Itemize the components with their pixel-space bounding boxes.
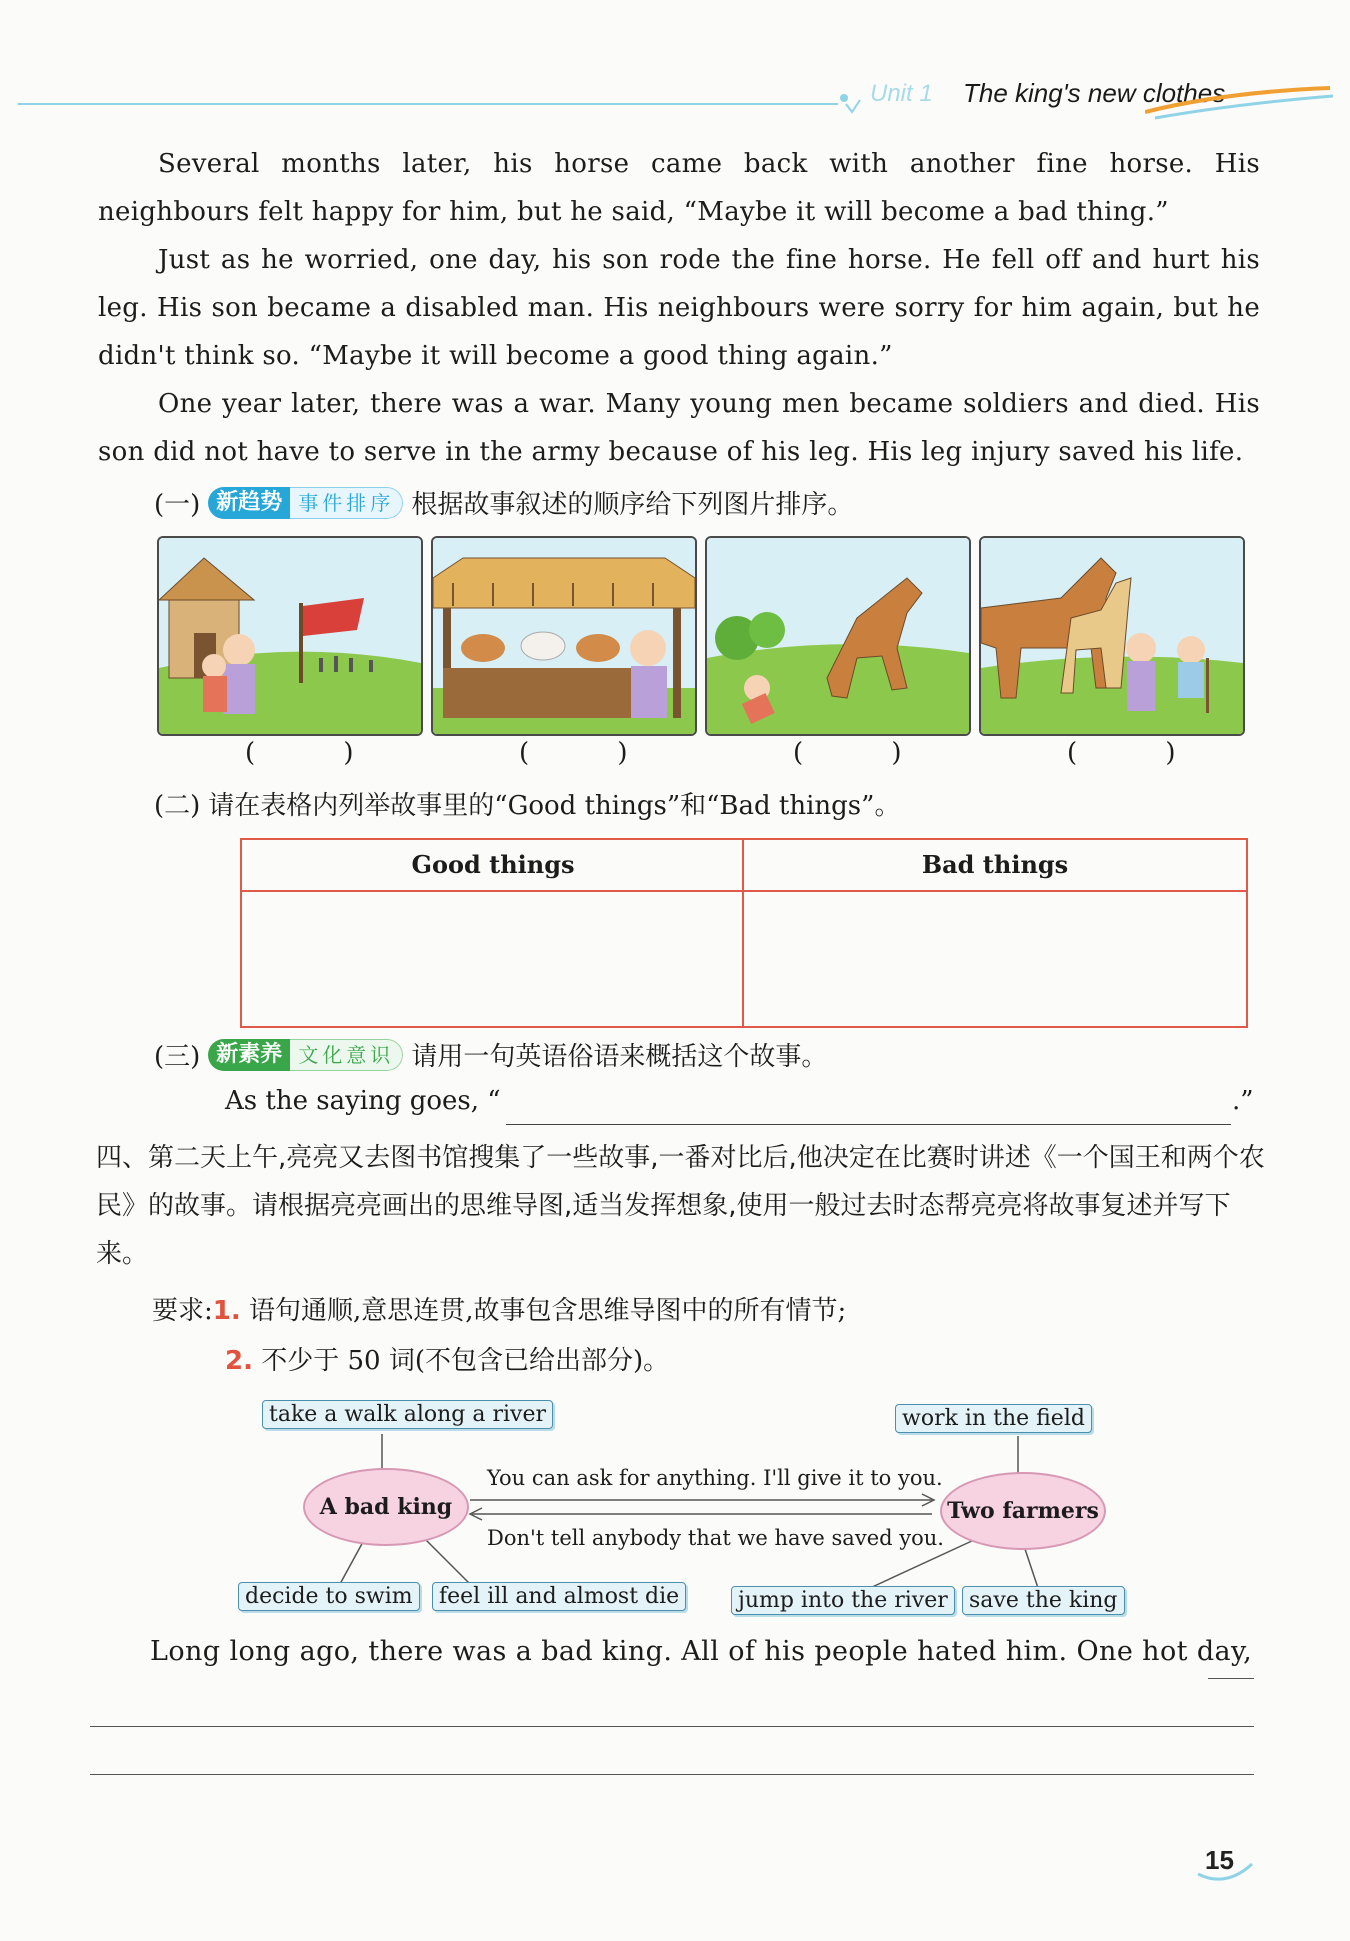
literacy-badge-main: 新素养 bbox=[208, 1039, 290, 1071]
story-paragraph-3: One year later, there was a war. Many young men became soldiers and died. His son did not have to serve in the army because of his leg. His leg injury saved his life. bbox=[98, 389, 1260, 467]
mindmap-jump-river: jump into the river bbox=[731, 1586, 955, 1615]
mindmap-take-walk: take a walk along a river bbox=[262, 1400, 553, 1429]
question-3-number: (三) bbox=[154, 1042, 201, 1072]
picture-2-answer[interactable]: ( ) bbox=[519, 738, 668, 768]
page-swoosh-decoration bbox=[1196, 1858, 1256, 1888]
section-4-text: 四、第二天上午,亮亮又去图书馆搜集了一些故事,一番对比后,他决定在比赛时讲述《一个国王和两个农民》的故事。请根据亮亮画出的思维导图,适当发挥想象,使用一般过去时态帮亮亮将故事复述并写下来。 bbox=[96, 1143, 1265, 1269]
requirement-1-text: 语句通顺,意思连贯,故事包含思维导图中的所有情节; bbox=[249, 1296, 847, 1326]
mindmap-decide-swim: decide to swim bbox=[238, 1582, 420, 1611]
writing-line-0[interactable] bbox=[1208, 1678, 1254, 1679]
requirement-label: 要求: bbox=[152, 1296, 213, 1326]
story-paragraph-2: Just as he worried, one day, his son rode the fine horse. He fell off and hurt his leg. His son became a disabled man. His neighbours were sorry for him again, but he didn't think so. “Maybe it will become a good thing again.” bbox=[98, 245, 1260, 371]
requirement-1-number: 1. bbox=[212, 1296, 241, 1326]
writing-line-1[interactable] bbox=[90, 1726, 1254, 1727]
saying-prompt: As the saying goes, “ bbox=[225, 1086, 501, 1116]
mindmap-feel-ill: feel ill and almost die bbox=[432, 1582, 686, 1611]
picture-1-answer[interactable]: ( ) bbox=[245, 738, 394, 768]
trend-badge-sub: 事件排序 bbox=[290, 487, 403, 519]
saying-close-quote: .” bbox=[1232, 1086, 1254, 1116]
mindmap-arrow-bottom-text: Don't tell anybody that we have saved you. bbox=[487, 1526, 944, 1550]
mindmap-bad-king: A bad king bbox=[303, 1468, 469, 1546]
question-2-number: (二) bbox=[154, 791, 201, 821]
trend-badge-main: 新趋势 bbox=[208, 487, 290, 519]
question-3-text: 请用一句英语俗语来概括这个故事。 bbox=[411, 1042, 828, 1072]
mindmap-save-king: save the king bbox=[962, 1586, 1125, 1615]
question-1-number: (一) bbox=[154, 490, 201, 520]
page-title: The king's new clothes bbox=[963, 78, 1226, 108]
mindmap-two-farmers: Two farmers bbox=[940, 1472, 1106, 1550]
picture-4-answer[interactable]: ( ) bbox=[1067, 738, 1216, 768]
picture-3-answer[interactable]: ( ) bbox=[793, 738, 942, 768]
mindmap-arrow-top-text: You can ask for anything. I'll give it to you. bbox=[487, 1466, 943, 1490]
question-2-text: 请在表格内列举故事里的“Good things”和“Bad things”。 bbox=[208, 791, 901, 821]
requirement-2-number: 2. bbox=[225, 1346, 253, 1376]
question-1-text: 根据故事叙述的顺序给下列图片排序。 bbox=[411, 490, 854, 520]
writing-line-2[interactable] bbox=[90, 1774, 1254, 1775]
story-paragraph-1: Several months later, his horse came back with another fine horse. His neighbours felt happy for him, but he said, “Maybe it will become a bad thing.” bbox=[98, 149, 1260, 227]
requirement-2-text: 不少于 50 词(不包含已给出部分)。 bbox=[261, 1346, 670, 1376]
story-starter: Long long ago, there was a bad king. All of his people hated him. One hot day, bbox=[150, 1636, 1253, 1667]
literacy-badge-sub: 文化意识 bbox=[290, 1039, 403, 1071]
mindmap-work-field: work in the field bbox=[895, 1404, 1092, 1433]
bad-things-header: Bad things bbox=[921, 850, 1069, 879]
good-things-header: Good things bbox=[411, 850, 575, 879]
unit-label: Unit 1 bbox=[870, 80, 933, 107]
page-number: 15 bbox=[1205, 1845, 1234, 1875]
